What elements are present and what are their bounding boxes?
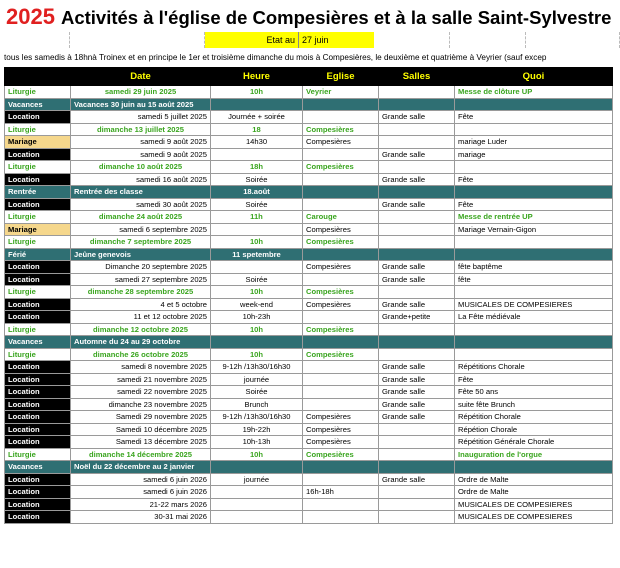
heure-cell[interactable]: journée [211, 473, 303, 486]
quoi-cell[interactable]: Mariage Vernain-Gigon [455, 223, 613, 236]
quoi-cell[interactable]: Répétitions Chorale [455, 361, 613, 374]
header-row [5, 68, 613, 86]
table-row [5, 323, 613, 336]
title-text: Activités à l'église de Compesières et à la salle Saint-Sylvestre [60, 7, 612, 28]
quoi-cell[interactable]: fête [455, 273, 613, 286]
table-row [5, 436, 613, 449]
quoi-cell[interactable]: Répétition Chorale [455, 411, 613, 424]
empty-cell[interactable] [526, 32, 620, 48]
row-type-cell[interactable]: Location [5, 273, 71, 286]
quoi-cell[interactable]: La Fête médiévale [455, 311, 613, 324]
salles-cell[interactable]: Grande salle [379, 261, 455, 274]
table-row [5, 161, 613, 174]
heure-cell[interactable]: week-end [211, 298, 303, 311]
heure-cell[interactable]: Journée + soirée [211, 111, 303, 124]
eglise-cell[interactable]: Compesières [303, 323, 379, 336]
quoi-cell[interactable]: Répétion Chorale [455, 423, 613, 436]
heure-cell[interactable] [211, 486, 303, 499]
table-row [5, 261, 613, 274]
table-row [5, 248, 613, 261]
table-row [5, 486, 613, 499]
row-type-cell[interactable]: Liturgie [5, 348, 71, 361]
eglise-cell[interactable]: Compesières [303, 223, 379, 236]
salles-cell[interactable] [379, 211, 455, 224]
row-type-cell[interactable]: Location [5, 198, 71, 211]
salles-cell[interactable] [379, 323, 455, 336]
eglise-cell[interactable] [303, 148, 379, 161]
heure-cell[interactable]: 10h [211, 448, 303, 461]
salles-cell[interactable] [379, 223, 455, 236]
quoi-cell[interactable]: MUSICALES DE COMPESIERES [455, 298, 613, 311]
date-cell[interactable]: 4 et 5 octobre [71, 298, 211, 311]
row-type-cell[interactable]: Férié [5, 248, 71, 261]
heure-cell[interactable]: Soirée [211, 173, 303, 186]
schedule-note[interactable]: tous les samedis à 18hnà Troinex et en principe le 1er et troisième dimanche du mois à Compesières, le deuxième et quatrième à Veyrier (sauf excep [4, 53, 547, 62]
table-row [5, 148, 613, 161]
eglise-cell[interactable]: Compesières [303, 423, 379, 436]
date-cell[interactable]: samedi 9 août 2025 [71, 136, 211, 149]
row-type-cell[interactable]: Liturgie [5, 211, 71, 224]
salles-cell[interactable]: Grande salle [379, 148, 455, 161]
heure-cell[interactable] [211, 336, 303, 349]
header-heure[interactable]: Heure [211, 68, 303, 86]
heure-cell[interactable]: Soirée [211, 386, 303, 399]
row-type-cell[interactable]: Location [5, 111, 71, 124]
row-type-cell[interactable]: Liturgie [5, 448, 71, 461]
date-cell[interactable]: 21-22 mars 2026 [71, 498, 211, 511]
salles-cell[interactable]: Grande+petite [379, 311, 455, 324]
date-cell[interactable]: Noël du 22 décembre au 2 janvier [71, 461, 211, 474]
date-cell[interactable]: Samedi 10 décembre 2025 [71, 423, 211, 436]
date-cell[interactable]: dimanche 24 août 2025 [71, 211, 211, 224]
header-quoi[interactable]: Quoi [455, 68, 613, 86]
table-row [5, 386, 613, 399]
date-cell[interactable]: samedi 27 septembre 2025 [71, 273, 211, 286]
row-type-cell[interactable]: Location [5, 148, 71, 161]
eglise-cell[interactable] [303, 498, 379, 511]
header-salles[interactable]: Salles [379, 68, 455, 86]
quoi-cell[interactable] [455, 186, 613, 199]
heure-cell[interactable]: 10h [211, 236, 303, 249]
eglise-cell[interactable]: Compesières [303, 436, 379, 449]
empty-cell[interactable] [374, 32, 450, 48]
salles-cell[interactable] [379, 161, 455, 174]
date-cell[interactable]: Samedi 29 novembre 2025 [71, 411, 211, 424]
page-title [6, 4, 611, 30]
quoi-cell[interactable]: Messe de clôture UP [455, 86, 613, 99]
quoi-cell[interactable]: suite fête Brunch [455, 398, 613, 411]
heure-cell[interactable]: 9-12h /13h30/16h30 [211, 411, 303, 424]
eglise-cell[interactable] [303, 386, 379, 399]
salles-cell[interactable]: Grande salle [379, 373, 455, 386]
eglise-cell[interactable] [303, 361, 379, 374]
salles-cell[interactable]: Grande salle [379, 111, 455, 124]
title-year: 2025 [6, 4, 55, 29]
row-type-cell[interactable]: Location [5, 373, 71, 386]
quoi-cell[interactable]: Ordre de Malte [455, 486, 613, 499]
eglise-cell[interactable]: Carouge [303, 211, 379, 224]
date-cell[interactable]: Samedi 13 décembre 2025 [71, 436, 211, 449]
table-row [5, 286, 613, 299]
salles-cell[interactable] [379, 498, 455, 511]
quoi-cell[interactable]: Fête [455, 373, 613, 386]
eglise-cell[interactable] [303, 186, 379, 199]
row-type-cell[interactable]: Liturgie [5, 323, 71, 336]
salles-cell[interactable] [379, 336, 455, 349]
eglise-cell[interactable]: Compesières [303, 411, 379, 424]
row-type-cell[interactable]: Liturgie [5, 161, 71, 174]
table-row [5, 373, 613, 386]
heure-cell[interactable]: Soirée [211, 273, 303, 286]
salles-cell[interactable]: Grande salle [379, 173, 455, 186]
quoi-cell[interactable]: Répétition Générale Chorale [455, 436, 613, 449]
row-type-cell[interactable]: Location [5, 386, 71, 399]
salles-cell[interactable] [379, 236, 455, 249]
quoi-cell[interactable] [455, 461, 613, 474]
eglise-cell[interactable] [303, 273, 379, 286]
date-cell[interactable]: dimanche 10 août 2025 [71, 161, 211, 174]
date-cell[interactable]: samedi 16 août 2025 [71, 173, 211, 186]
date-cell[interactable]: Jeûne genevois [71, 248, 211, 261]
quoi-cell[interactable]: fête baptême [455, 261, 613, 274]
quoi-cell[interactable] [455, 123, 613, 136]
salles-cell[interactable] [379, 486, 455, 499]
heure-cell[interactable]: 18h [211, 161, 303, 174]
eglise-cell[interactable]: Compesières [303, 298, 379, 311]
date-cell[interactable]: dimanche 28 septembre 2025 [71, 286, 211, 299]
eglise-cell[interactable] [303, 111, 379, 124]
eglise-cell[interactable]: Compesières [303, 161, 379, 174]
salles-cell[interactable]: Grande salle [379, 361, 455, 374]
date-cell[interactable]: Rentrée des classe [71, 186, 211, 199]
quoi-cell[interactable]: Fête [455, 198, 613, 211]
eglise-cell[interactable]: 16h-18h [303, 486, 379, 499]
heure-cell[interactable] [211, 261, 303, 274]
row-type-cell[interactable]: Liturgie [5, 86, 71, 99]
table-row [5, 498, 613, 511]
heure-cell[interactable]: journée [211, 373, 303, 386]
quoi-cell[interactable]: mariage [455, 148, 613, 161]
quoi-cell[interactable]: Ordre de Malte [455, 473, 613, 486]
date-cell[interactable]: 11 et 12 octobre 2025 [71, 311, 211, 324]
heure-cell[interactable]: 10h [211, 323, 303, 336]
eglise-cell[interactable] [303, 398, 379, 411]
table-body [5, 86, 613, 524]
table-row [5, 173, 613, 186]
table-row [5, 198, 613, 211]
salles-cell[interactable]: Grande salle [379, 298, 455, 311]
date-cell[interactable]: dimanche 12 octobre 2025 [71, 323, 211, 336]
date-cell[interactable]: dimanche 13 juillet 2025 [71, 123, 211, 136]
eglise-cell[interactable] [303, 336, 379, 349]
table-row [5, 111, 613, 124]
date-cell[interactable]: dimanche 23 novembre 2025 [71, 398, 211, 411]
salles-cell[interactable] [379, 136, 455, 149]
table-row [5, 423, 613, 436]
heure-cell[interactable]: 10h [211, 86, 303, 99]
quoi-cell[interactable] [455, 248, 613, 261]
salles-cell[interactable] [379, 448, 455, 461]
row-type-cell[interactable]: Liturgie [5, 236, 71, 249]
salles-cell[interactable] [379, 423, 455, 436]
header-type-cell[interactable] [5, 68, 71, 86]
row-type-cell[interactable]: Liturgie [5, 123, 71, 136]
heure-cell[interactable] [211, 98, 303, 111]
table-row [5, 298, 613, 311]
heure-cell[interactable] [211, 223, 303, 236]
date-cell[interactable]: samedi 22 novembre 2025 [71, 386, 211, 399]
etat-label[interactable]: Etat au [205, 32, 298, 48]
table-row [5, 273, 613, 286]
heure-cell[interactable]: 11 spetembre [211, 248, 303, 261]
quoi-cell[interactable]: Fête [455, 173, 613, 186]
table-row [5, 398, 613, 411]
row-type-cell[interactable]: Location [5, 311, 71, 324]
table-row [5, 461, 613, 474]
eglise-cell[interactable]: Veyrier [303, 86, 379, 99]
date-cell[interactable]: samedi 6 juin 2026 [71, 486, 211, 499]
table-row [5, 223, 613, 236]
header-date[interactable]: Date [71, 68, 211, 86]
quoi-cell[interactable] [455, 323, 613, 336]
eglise-cell[interactable] [303, 311, 379, 324]
row-type-cell[interactable]: Vacances [5, 336, 71, 349]
quoi-cell[interactable] [455, 161, 613, 174]
eglise-cell[interactable] [303, 98, 379, 111]
eglise-cell[interactable] [303, 461, 379, 474]
salles-cell[interactable]: Grande salle [379, 273, 455, 286]
row-type-cell[interactable]: Location [5, 423, 71, 436]
table-row [5, 86, 613, 99]
salles-cell[interactable]: Grande salle [379, 386, 455, 399]
table-row [5, 348, 613, 361]
empty-cell[interactable] [450, 32, 526, 48]
salles-cell[interactable] [379, 123, 455, 136]
row-type-cell[interactable]: Location [5, 511, 71, 524]
heure-cell[interactable]: Brunch [211, 398, 303, 411]
heure-cell[interactable]: 10h-13h [211, 436, 303, 449]
date-cell[interactable]: Vacances 30 juin au 15 août 2025 [71, 98, 211, 111]
quoi-cell[interactable] [455, 286, 613, 299]
table-row [5, 311, 613, 324]
salles-cell[interactable] [379, 461, 455, 474]
salles-cell[interactable]: Grande salle [379, 411, 455, 424]
quoi-cell[interactable]: Inauguration de l'orgue [455, 448, 613, 461]
eglise-cell[interactable] [303, 511, 379, 524]
salles-cell[interactable] [379, 436, 455, 449]
date-cell[interactable]: samedi 21 novembre 2025 [71, 373, 211, 386]
quoi-cell[interactable]: MUSICALES DE COMPESIERES [455, 511, 613, 524]
date-cell[interactable]: samedi 9 août 2025 [71, 148, 211, 161]
salles-cell[interactable] [379, 511, 455, 524]
eglise-cell[interactable]: Compesières [303, 236, 379, 249]
quoi-cell[interactable] [455, 348, 613, 361]
row-type-cell[interactable]: Location [5, 173, 71, 186]
table-row [5, 448, 613, 461]
date-cell[interactable]: samedi 6 juin 2026 [71, 473, 211, 486]
salles-cell[interactable] [379, 348, 455, 361]
quoi-cell[interactable]: mariage Luder [455, 136, 613, 149]
eglise-cell[interactable] [303, 173, 379, 186]
heure-cell[interactable]: 10h [211, 348, 303, 361]
eglise-cell[interactable]: Compesières [303, 261, 379, 274]
row-type-cell[interactable]: Rentrée [5, 186, 71, 199]
row-type-cell[interactable]: Location [5, 486, 71, 499]
table-row [5, 411, 613, 424]
heure-cell[interactable]: 19h-22h [211, 423, 303, 436]
quoi-cell[interactable] [455, 236, 613, 249]
heure-cell[interactable]: 10h [211, 286, 303, 299]
quoi-cell[interactable] [455, 336, 613, 349]
row-type-cell[interactable]: Mariage [5, 136, 71, 149]
salles-cell[interactable]: Grande salle [379, 398, 455, 411]
salles-cell[interactable] [379, 248, 455, 261]
date-cell[interactable]: samedi 8 novembre 2025 [71, 361, 211, 374]
heure-cell[interactable]: Soirée [211, 198, 303, 211]
heure-cell[interactable] [211, 498, 303, 511]
quoi-cell[interactable] [455, 98, 613, 111]
heure-cell[interactable] [211, 461, 303, 474]
row-type-cell[interactable]: Vacances [5, 98, 71, 111]
row-type-cell[interactable]: Location [5, 473, 71, 486]
row-type-cell[interactable]: Location [5, 298, 71, 311]
table-row [5, 123, 613, 136]
eglise-cell[interactable] [303, 248, 379, 261]
heure-cell[interactable]: 18 [211, 123, 303, 136]
quoi-cell[interactable]: MUSICALES DE COMPESIERES [455, 498, 613, 511]
date-cell[interactable]: Automne du 24 au 29 octobre [71, 336, 211, 349]
row-type-cell[interactable]: Location [5, 498, 71, 511]
date-cell[interactable]: samedi 29 juin 2025 [71, 86, 211, 99]
table-row [5, 473, 613, 486]
heure-cell[interactable]: 9-12h /13h30/16h30 [211, 361, 303, 374]
salles-cell[interactable] [379, 86, 455, 99]
eglise-cell[interactable]: Compesières [303, 136, 379, 149]
heure-cell[interactable] [211, 148, 303, 161]
heure-cell[interactable] [211, 511, 303, 524]
date-cell[interactable]: Dimanche 20 septembre 2025 [71, 261, 211, 274]
eglise-cell[interactable]: Compesières [303, 348, 379, 361]
quoi-cell[interactable]: Messe de rentrée UP [455, 211, 613, 224]
date-cell[interactable]: samedi 30 août 2025 [71, 198, 211, 211]
row-type-cell[interactable]: Location [5, 411, 71, 424]
header-eglise[interactable]: Eglise [303, 68, 379, 86]
quoi-cell[interactable]: Fête [455, 111, 613, 124]
empty-cell[interactable] [4, 32, 70, 48]
eglise-cell[interactable] [303, 373, 379, 386]
etat-value[interactable]: 27 juin [298, 32, 374, 48]
eglise-cell[interactable] [303, 473, 379, 486]
row-type-cell[interactable]: Mariage [5, 223, 71, 236]
eglise-cell[interactable]: Compesières [303, 123, 379, 136]
salles-cell[interactable] [379, 98, 455, 111]
date-cell[interactable]: 30-31 mai 2026 [71, 511, 211, 524]
table-row [5, 211, 613, 224]
heure-cell[interactable]: 18.août [211, 186, 303, 199]
table-row [5, 361, 613, 374]
quoi-cell[interactable]: Fête 50 ans [455, 386, 613, 399]
salles-cell[interactable] [379, 186, 455, 199]
salles-cell[interactable] [379, 286, 455, 299]
table-row [5, 511, 613, 524]
heure-cell[interactable]: 14h30 [211, 136, 303, 149]
eglise-cell[interactable] [303, 198, 379, 211]
eglise-cell[interactable]: Compesières [303, 448, 379, 461]
activities-table [4, 67, 613, 524]
table-row [5, 98, 613, 111]
heure-cell[interactable]: 10h-23h [211, 311, 303, 324]
row-type-cell[interactable]: Location [5, 436, 71, 449]
salles-cell[interactable]: Grande salle [379, 198, 455, 211]
row-type-cell[interactable]: Liturgie [5, 286, 71, 299]
row-type-cell[interactable]: Location [5, 398, 71, 411]
heure-cell[interactable]: 11h [211, 211, 303, 224]
row-type-cell[interactable]: Vacances [5, 461, 71, 474]
table-row [5, 136, 613, 149]
table-row [5, 186, 613, 199]
row-type-cell[interactable]: Location [5, 261, 71, 274]
row-type-cell[interactable]: Location [5, 361, 71, 374]
salles-cell[interactable]: Grande salle [379, 473, 455, 486]
table-row [5, 236, 613, 249]
date-cell[interactable]: samedi 5 juillet 2025 [71, 111, 211, 124]
date-cell[interactable]: dimanche 14 décembre 2025 [71, 448, 211, 461]
table-row [5, 336, 613, 349]
date-cell[interactable]: samedi 6 septembre 2025 [71, 223, 211, 236]
empty-cell[interactable] [70, 32, 205, 48]
eglise-cell[interactable]: Compesières [303, 286, 379, 299]
date-cell[interactable]: dimanche 26 octobre 2025 [71, 348, 211, 361]
date-cell[interactable]: dimanche 7 septembre 2025 [71, 236, 211, 249]
